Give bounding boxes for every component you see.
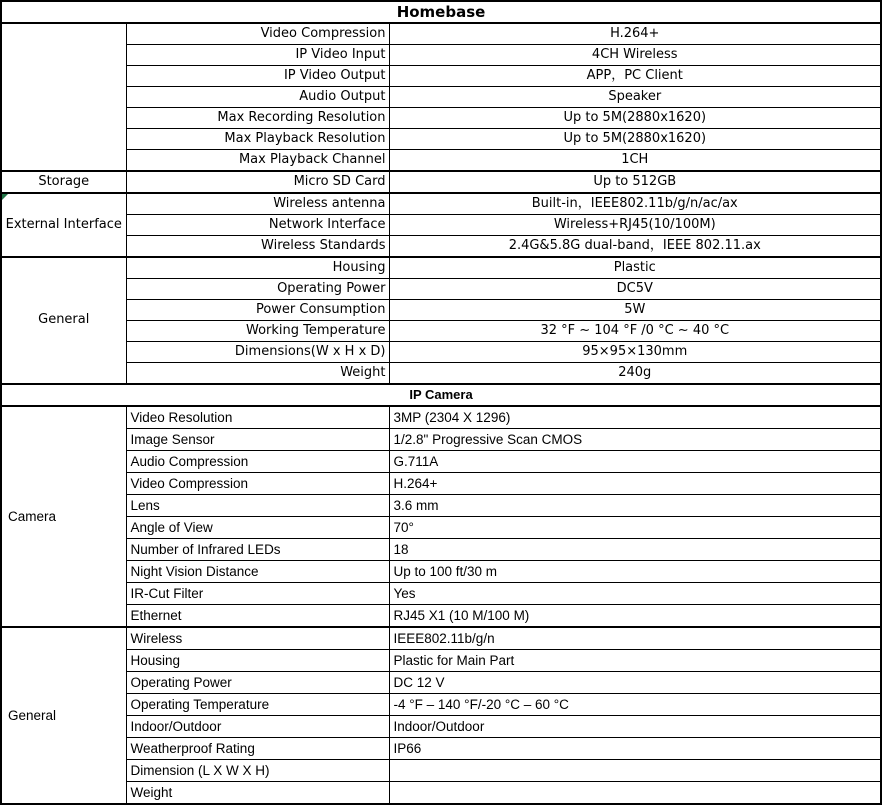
cell-error-indicator-icon — [2, 194, 8, 200]
table-row — [1, 561, 881, 583]
spec-label: Weight — [126, 782, 389, 805]
section-title-row — [1, 1, 881, 23]
table-row — [1, 279, 881, 300]
spec-value: 5W — [389, 300, 881, 321]
table-row — [1, 171, 881, 193]
spec-value: 1CH — [389, 150, 881, 172]
table-row — [1, 605, 881, 628]
spec-value: H.264+ — [389, 473, 881, 495]
table-row — [1, 300, 881, 321]
spec-value: Indoor/Outdoor — [389, 716, 881, 738]
spec-value: Plastic — [389, 257, 881, 279]
group-label-cell — [1, 171, 126, 193]
spec-label: Housing — [126, 257, 389, 279]
spec-label: Wireless Standards — [126, 236, 389, 258]
table-row — [1, 473, 881, 495]
spec-label: Weight — [126, 363, 389, 385]
spec-value: IP66 — [389, 738, 881, 760]
spec-value: Up to 5M(2880x1620) — [389, 108, 881, 129]
table-row — [1, 716, 881, 738]
table-row — [1, 451, 881, 473]
table-row — [1, 257, 881, 279]
spec-value: 4CH Wireless — [389, 45, 881, 66]
spec-label: Number of Infrared LEDs — [126, 539, 389, 561]
table-row — [1, 539, 881, 561]
spec-label: Network Interface — [126, 215, 389, 236]
spec-label: Dimension (L X W X H) — [126, 760, 389, 782]
group-label-cell — [1, 23, 126, 171]
table-row — [1, 215, 881, 236]
spec-label: Max Playback Channel — [126, 150, 389, 172]
table-row — [1, 87, 881, 108]
table-row — [1, 363, 881, 385]
spec-label: Max Playback Resolution — [126, 129, 389, 150]
spec-label: Audio Compression — [126, 451, 389, 473]
table-row — [1, 627, 881, 650]
spec-label: Operating Power — [126, 672, 389, 694]
spec-label: Ethernet — [126, 605, 389, 628]
table-row — [1, 694, 881, 716]
table-row — [1, 782, 881, 805]
spec-value: Speaker — [389, 87, 881, 108]
spec-value: Yes — [389, 583, 881, 605]
spec-label: IR-Cut Filter — [126, 583, 389, 605]
spec-value: Built-in，IEEE802.11b/g/n/ac/ax — [389, 193, 881, 215]
spec-value: 3MP (2304 X 1296) — [389, 406, 881, 429]
table-row — [1, 23, 881, 45]
table-row — [1, 129, 881, 150]
spec-label: Image Sensor — [126, 429, 389, 451]
spec-value: 95×95×130mm — [389, 342, 881, 363]
spec-value: 70° — [389, 517, 881, 539]
group-label-cell — [1, 257, 126, 384]
group-label: Storage — [38, 173, 90, 189]
spec-value — [389, 760, 881, 782]
spec-label: Wireless — [126, 627, 389, 650]
spec-table-body — [1, 1, 881, 804]
table-row — [1, 760, 881, 782]
spec-value: DC5V — [389, 279, 881, 300]
spec-label: Video Compression — [126, 473, 389, 495]
spec-label: Indoor/Outdoor — [126, 716, 389, 738]
spec-label: Weatherproof Rating — [126, 738, 389, 760]
spec-value: Plastic for Main Part — [389, 650, 881, 672]
spec-value: 18 — [389, 539, 881, 561]
spec-value: -4 °F – 140 °F/-20 °C – 60 °C — [389, 694, 881, 716]
spec-value: 3.6 mm — [389, 495, 881, 517]
section-title-row — [1, 384, 881, 406]
table-row — [1, 672, 881, 694]
spec-value: Up to 512GB — [389, 171, 881, 193]
table-row — [1, 738, 881, 760]
table-row — [1, 429, 881, 451]
spec-value: G.711A — [389, 451, 881, 473]
section-title: Homebase — [1, 1, 881, 23]
group-label-cell — [1, 193, 126, 257]
spec-label: Max Recording Resolution — [126, 108, 389, 129]
spec-value: Up to 100 ft/30 m — [389, 561, 881, 583]
spec-value: Wireless+RJ45(10/100M) — [389, 215, 881, 236]
group-label-cell — [1, 627, 126, 804]
table-row — [1, 236, 881, 258]
spec-label: Video Resolution — [126, 406, 389, 429]
spec-value: IEEE802.11b/g/n — [389, 627, 881, 650]
group-label: External Interface — [5, 216, 122, 232]
table-row — [1, 495, 881, 517]
table-row — [1, 583, 881, 605]
spec-value: DC 12 V — [389, 672, 881, 694]
section-title: IP Camera — [1, 384, 881, 406]
spec-label: Operating Power — [126, 279, 389, 300]
group-label: Camera — [8, 508, 57, 524]
spec-label: Audio Output — [126, 87, 389, 108]
spec-label: IP Video Input — [126, 45, 389, 66]
table-row — [1, 517, 881, 539]
spec-label: Video Compression — [126, 23, 389, 45]
spec-value: H.264+ — [389, 23, 881, 45]
table-row — [1, 406, 881, 429]
table-row — [1, 321, 881, 342]
spec-value: RJ45 X1 (10 M/100 M) — [389, 605, 881, 628]
table-row — [1, 45, 881, 66]
spec-label: Night Vision Distance — [126, 561, 389, 583]
spec-label: IP Video Output — [126, 66, 389, 87]
spec-value: 1/2.8" Progressive Scan CMOS — [389, 429, 881, 451]
spec-value — [389, 782, 881, 805]
spec-value: 32 °F ~ 104 °F /0 °C ~ 40 °C — [389, 321, 881, 342]
spec-label: Working Temperature — [126, 321, 389, 342]
spec-value: Up to 5M(2880x1620) — [389, 129, 881, 150]
spec-value: 2.4G&5.8G dual-band，IEEE 802.11.ax — [389, 236, 881, 258]
spec-value: 240g — [389, 363, 881, 385]
table-row — [1, 342, 881, 363]
spec-value: APP，PC Client — [389, 66, 881, 87]
spec-label: Wireless antenna — [126, 193, 389, 215]
spec-label: Angle of View — [126, 517, 389, 539]
group-label-cell — [1, 406, 126, 627]
table-row — [1, 66, 881, 87]
spec-label: Housing — [126, 650, 389, 672]
table-row — [1, 193, 881, 215]
table-row — [1, 650, 881, 672]
spec-label: Lens — [126, 495, 389, 517]
spec-label: Power Consumption — [126, 300, 389, 321]
group-label: General — [38, 312, 90, 328]
spec-label: Dimensions(W x H x D) — [126, 342, 389, 363]
group-label: General — [8, 707, 57, 723]
spec-label: Operating Temperature — [126, 694, 389, 716]
table-row — [1, 108, 881, 129]
table-row — [1, 150, 881, 172]
spec-label: Micro SD Card — [126, 171, 389, 193]
